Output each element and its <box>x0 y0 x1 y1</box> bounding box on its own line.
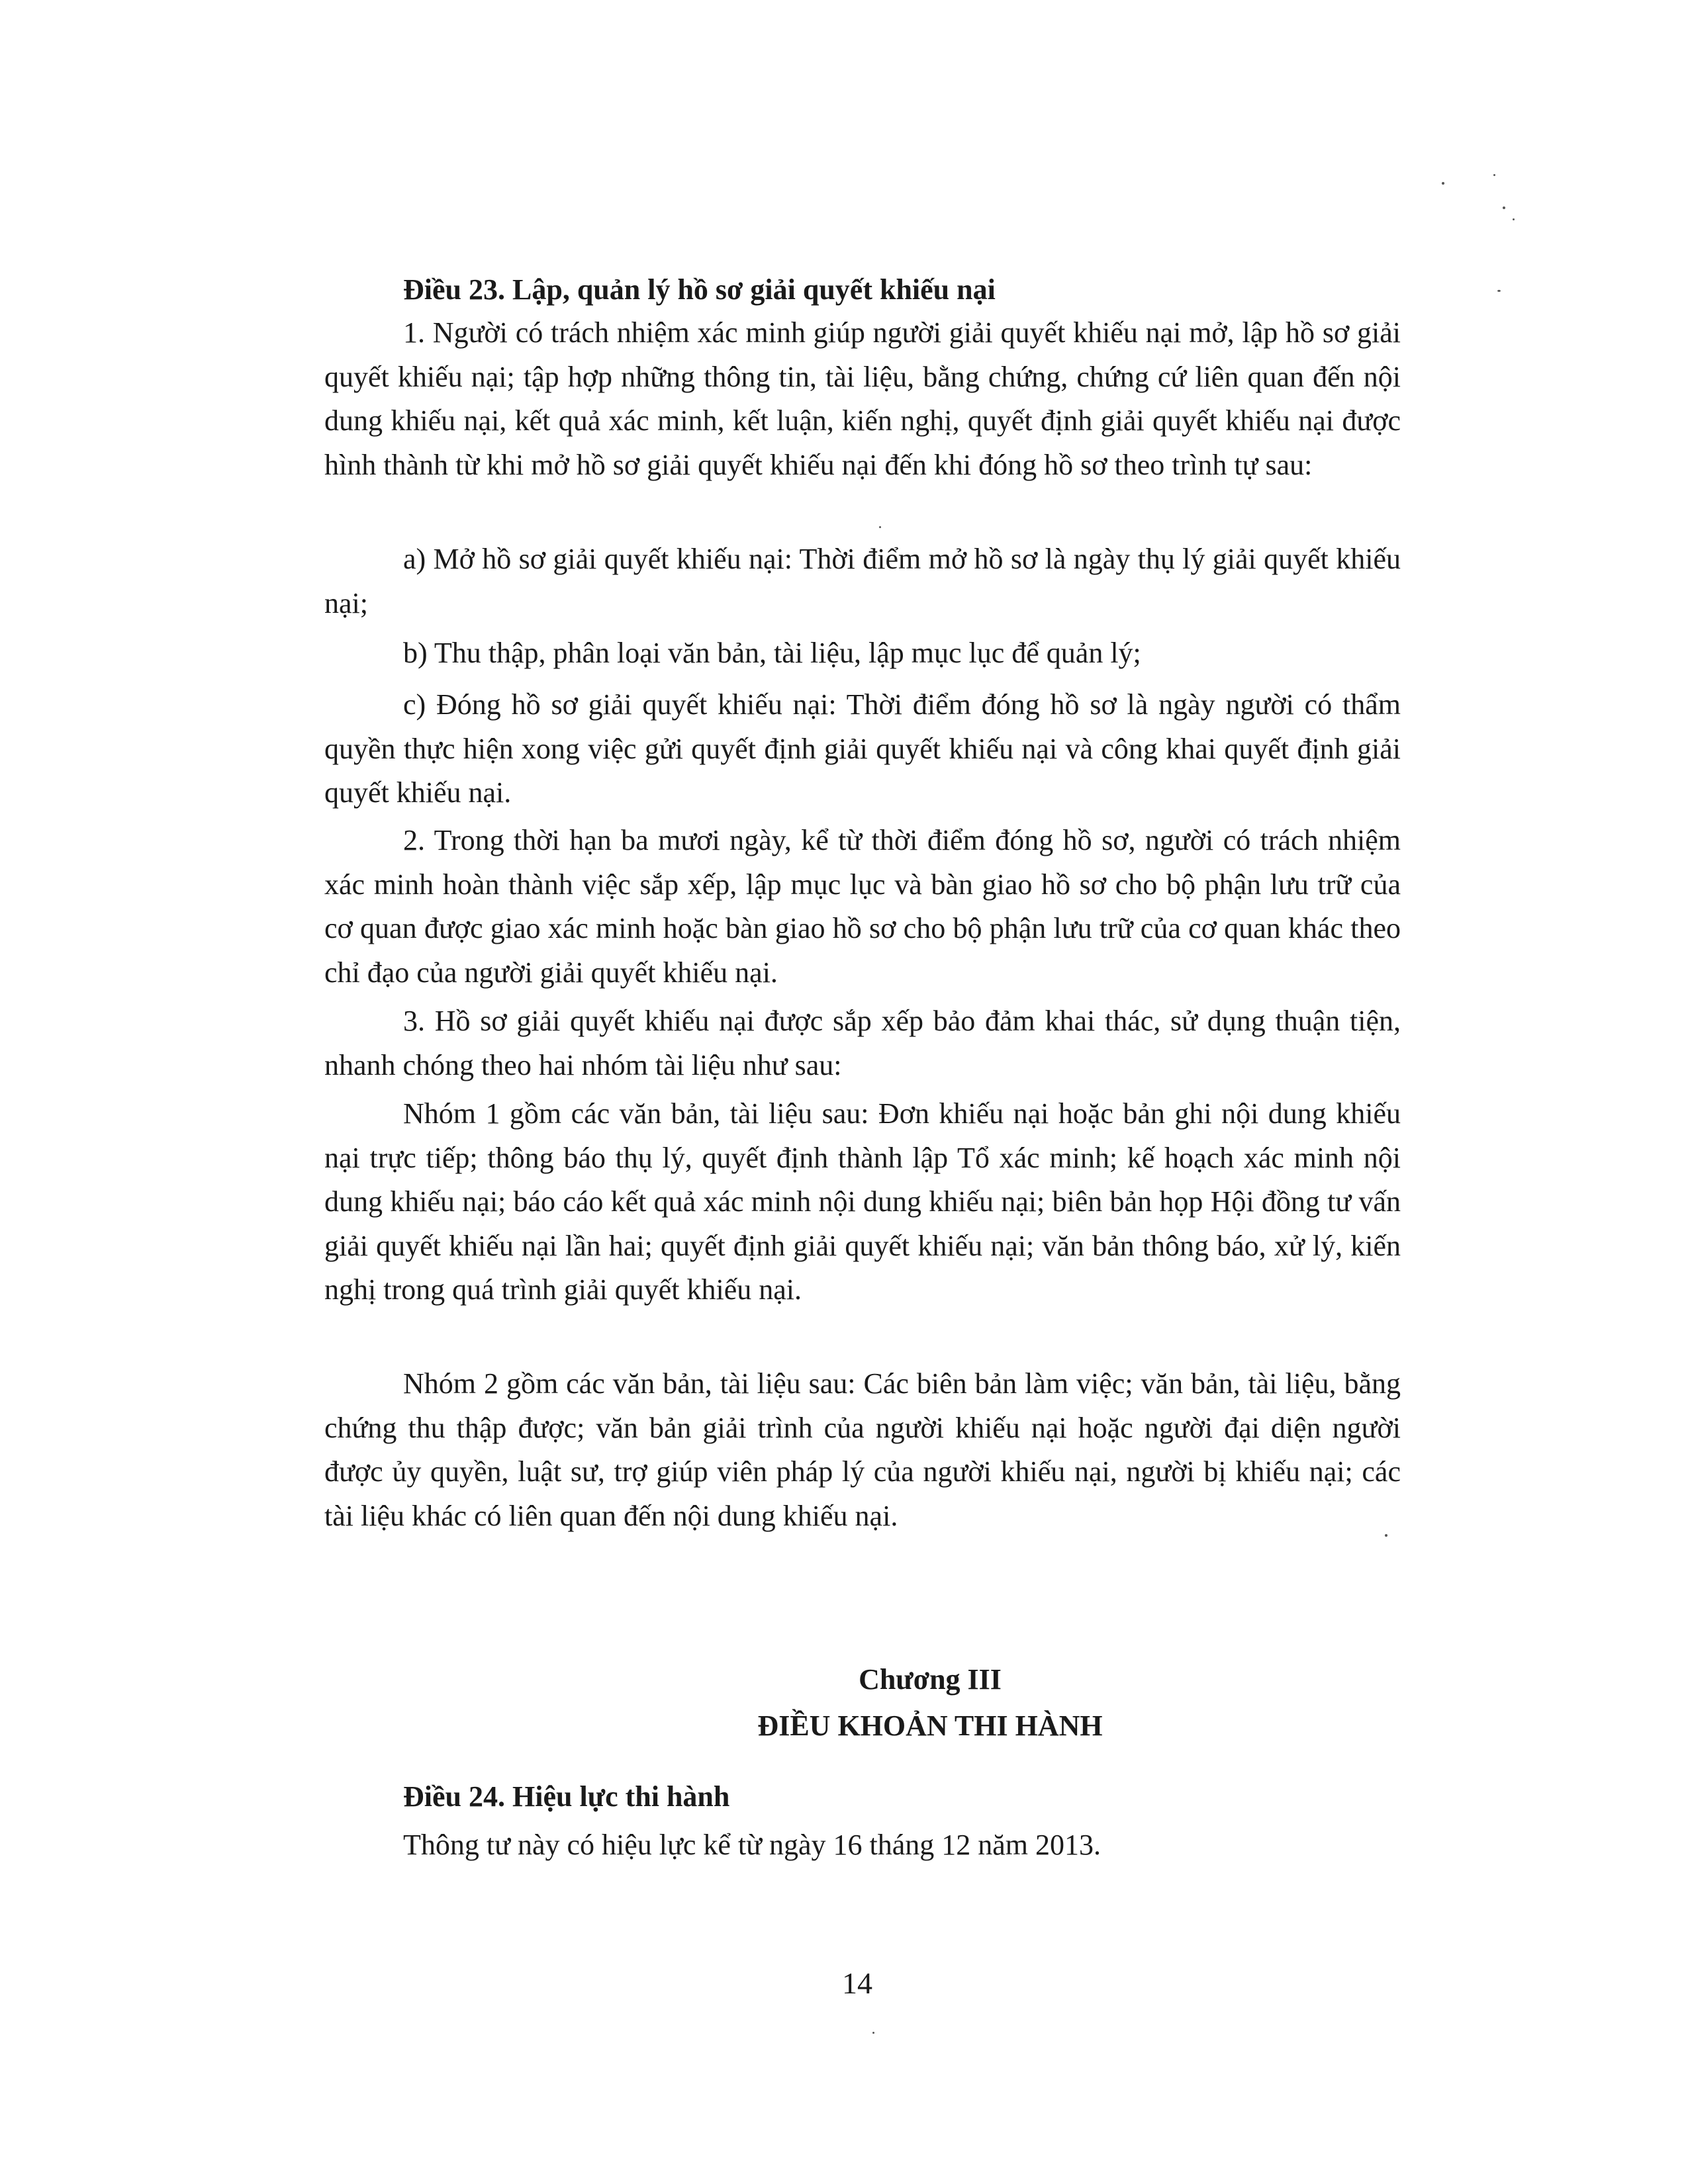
article-24-title: Điều 24. Hiệu lực thi hành <box>403 1780 730 1813</box>
page-number: 14 <box>842 1966 872 2000</box>
scan-speck <box>1493 174 1495 176</box>
scan-speck <box>879 526 881 528</box>
chapter-number: Chương III <box>859 1663 1002 1696</box>
scan-speck <box>1497 290 1501 292</box>
article-23-clause-3: 3. Hồ sơ giải quyết khiếu nại được sắp xếp bảo đảm khai thác, sử dụng thuận tiện, nhanh chóng theo hai nhóm tài liệu như sau: <box>324 1005 1401 1081</box>
article-23-point-b: b) Thu thập, phân loại văn bản, tài liệu, lập mục lục để quản lý; <box>403 637 1141 669</box>
chapter-title: ĐIỀU KHOẢN THI HÀNH <box>757 1709 1103 1742</box>
article-23-group-1: Nhóm 1 gồm các văn bản, tài liệu sau: Đơn khiếu nại hoặc bản ghi nội dung khiếu nại trực tiếp; thông báo thụ lý, quyết định thành lập Tổ xác minh; kế hoạch xác minh nội dung khiếu nại; báo cáo kết quả xác minh nội dung khiếu nại; biên bản họp Hội đồng tư vấn giải quyết khiếu nại lần hai; quyết định giải quyết khiếu nại; văn bản thông báo, xử lý, kiến nghị trong quá trình giải quyết khiếu nại. <box>324 1097 1401 1306</box>
article-23-clause-1: 1. Người có trách nhiệm xác minh giúp người giải quyết khiếu nại mở, lập hồ sơ giải quyết khiếu nại; tập hợp những thông tin, tài liệu, bằng chứng, chứng cứ liên quan đến nội dung khiếu nại, kết quả xác minh, kết luận, kiến nghị, quyết định giải quyết khiếu nại được hình thành từ khi mở hồ sơ giải quyết khiếu nại đến khi đóng hồ sơ theo trình tự sau: <box>324 316 1401 481</box>
article-23-title: Điều 23. Lập, quản lý hồ sơ giải quyết khiếu nại <box>403 273 996 306</box>
article-23-clause-2: 2. Trong thời hạn ba mươi ngày, kể từ thời điểm đóng hồ sơ, người có trách nhiệm xác minh hoàn thành việc sắp xếp, lập mục lục và bàn giao hồ sơ cho bộ phận lưu trữ của cơ quan được giao xác minh hoặc bàn giao hồ sơ cho bộ phận lưu trữ của cơ quan khác theo chỉ đạo của người giải quyết khiếu nại. <box>324 824 1401 989</box>
article-24-text: Thông tư này có hiệu lực kể từ ngày 16 tháng 12 năm 2013. <box>403 1829 1102 1861</box>
scan-speck <box>1503 206 1505 209</box>
article-23-point-c: c) Đóng hồ sơ giải quyết khiếu nại: Thời điểm đóng hồ sơ là ngày người có thẩm quyền thực hiện xong việc gửi quyết định giải quyết khiếu nại và công khai quyết định giải quyết khiếu nại. <box>324 688 1401 809</box>
scan-speck <box>1385 1534 1387 1537</box>
article-23-point-a: a) Mở hồ sơ giải quyết khiếu nại: Thời điểm mở hồ sơ là ngày thụ lý giải quyết khiếu nại; <box>324 543 1401 619</box>
scan-speck <box>872 2032 874 2034</box>
scan-speck <box>1442 182 1444 185</box>
article-23-group-2: Nhóm 2 gồm các văn bản, tài liệu sau: Các biên bản làm việc; văn bản, tài liệu, bằng chứng thu thập được; văn bản giải trình của người khiếu nại hoặc người đại diện người được ủy quyền, luật sư, trợ giúp viên pháp lý của người khiếu nại, người bị khiếu nại; các tài liệu khác có liên quan đến nội dung khiếu nại. <box>324 1367 1401 1532</box>
scan-speck <box>1513 218 1515 220</box>
